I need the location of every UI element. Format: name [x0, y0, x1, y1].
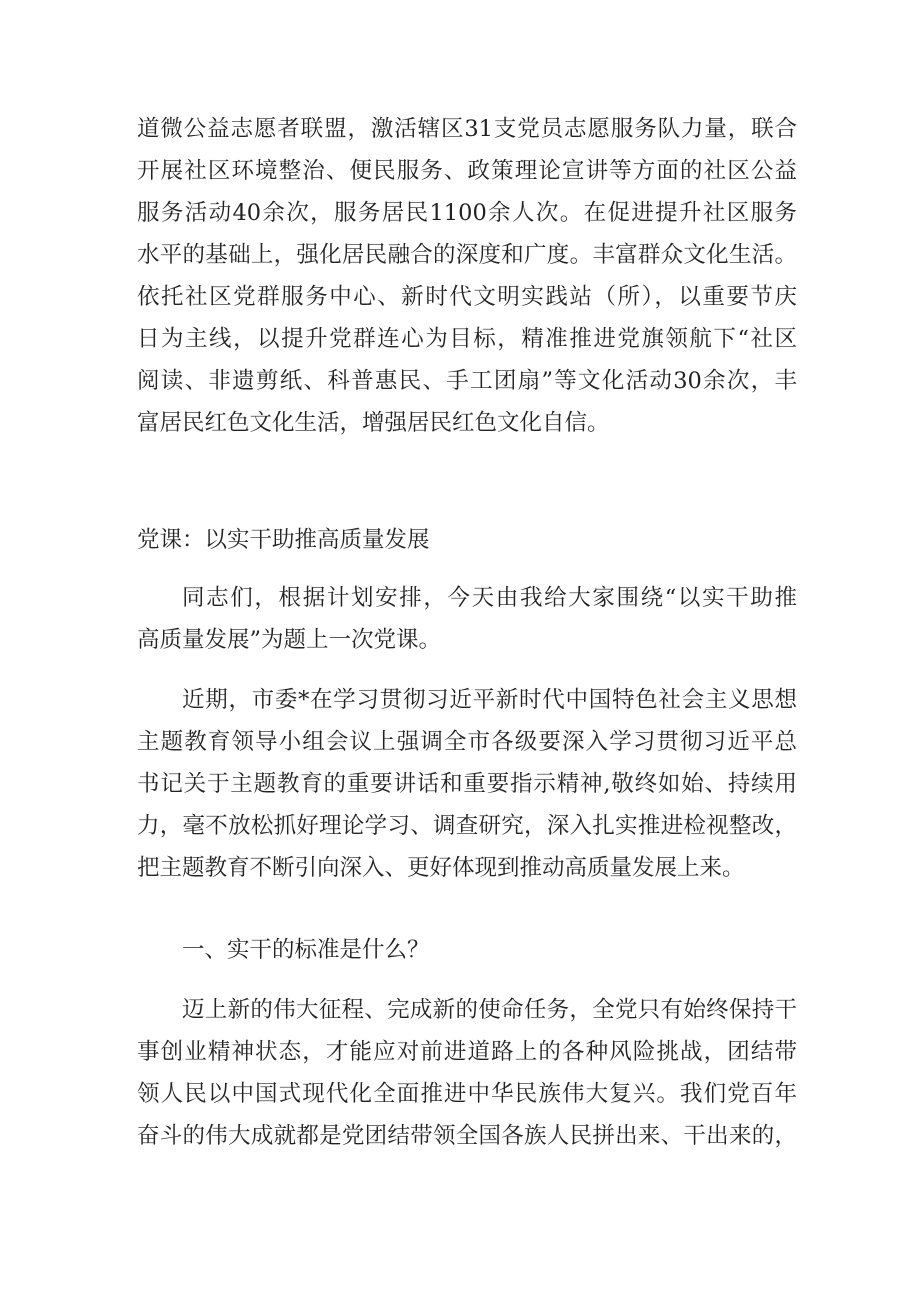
text-line: 开展社区环境整治、便民服务、政策理论宣讲等方面的社区公益 — [137, 158, 797, 184]
text-line: 迈上新的伟大征程、完成新的使命任务，全党只有始终保持干 — [182, 997, 797, 1023]
paragraph-recent — [137, 679, 797, 889]
paragraph-community-activities — [137, 108, 797, 444]
text-line: 书记关于主题教育的重要讲话和重要指示精神,敬终如始、持续用 — [137, 771, 797, 797]
text-line: 水平的基础上，强化居民融合的深度和广度。丰富群众文化生活。 — [137, 242, 797, 268]
text-line: 领人民以中国式现代化全面推进中华民族伟大复兴。我们党百年 — [137, 1081, 797, 1107]
text-line: 把主题教育不断引向深入、更好体现到推动高质量发展上来。 — [137, 855, 745, 881]
text-line: 主题教育领导小组会议上强调全市各级要深入学习贯彻习近平总 — [137, 729, 797, 755]
text-line: 服务活动40余次，服务居民1100余人次。在促进提升社区服务 — [137, 200, 797, 226]
paragraph-opening — [137, 577, 797, 661]
text-line: 同志们，根据计划安排，今天由我给大家围绕“以实干助推 — [182, 585, 797, 611]
text-line: 高质量发展”为题上一次党课。 — [137, 627, 442, 653]
section-heading — [137, 929, 797, 971]
text-line: 依托社区党群服务中心、新时代文明实践站（所），以重要节庆 — [137, 284, 797, 310]
paragraph-new-journey — [137, 989, 797, 1157]
text-line: 事创业精神状态，才能应对前进道路上的各种风险挑战，团结带 — [137, 1039, 797, 1065]
text-line: 近期，市委*在学习贯彻习近平新时代中国特色社会主义思想 — [182, 687, 797, 713]
title-text: 党课：以实干助推高质量发展 — [137, 527, 430, 553]
text-line: 阅读、非遗剪纸、科普惠民、手工团扇”等文化活动30余次，丰 — [137, 368, 797, 394]
heading-text: 一、实干的标准是什么？ — [182, 937, 430, 963]
text-line: 富居民红色文化生活，增强居民红色文化自信。 — [137, 410, 610, 436]
text-line: 奋斗的伟大成就都是党团结带领全国各族人民拼出来、干出来的， — [137, 1123, 797, 1149]
lesson-title — [137, 519, 797, 561]
text-line: 日为主线，以提升党群连心为目标，精准推进党旗领航下“社区 — [137, 326, 797, 352]
text-line: 力，毫不放松抓好理论学习、调查研究，深入扎实推进检视整改， — [137, 813, 797, 839]
text-line: 道微公益志愿者联盟，激活辖区31支党员志愿服务队力量，联合 — [137, 116, 797, 142]
